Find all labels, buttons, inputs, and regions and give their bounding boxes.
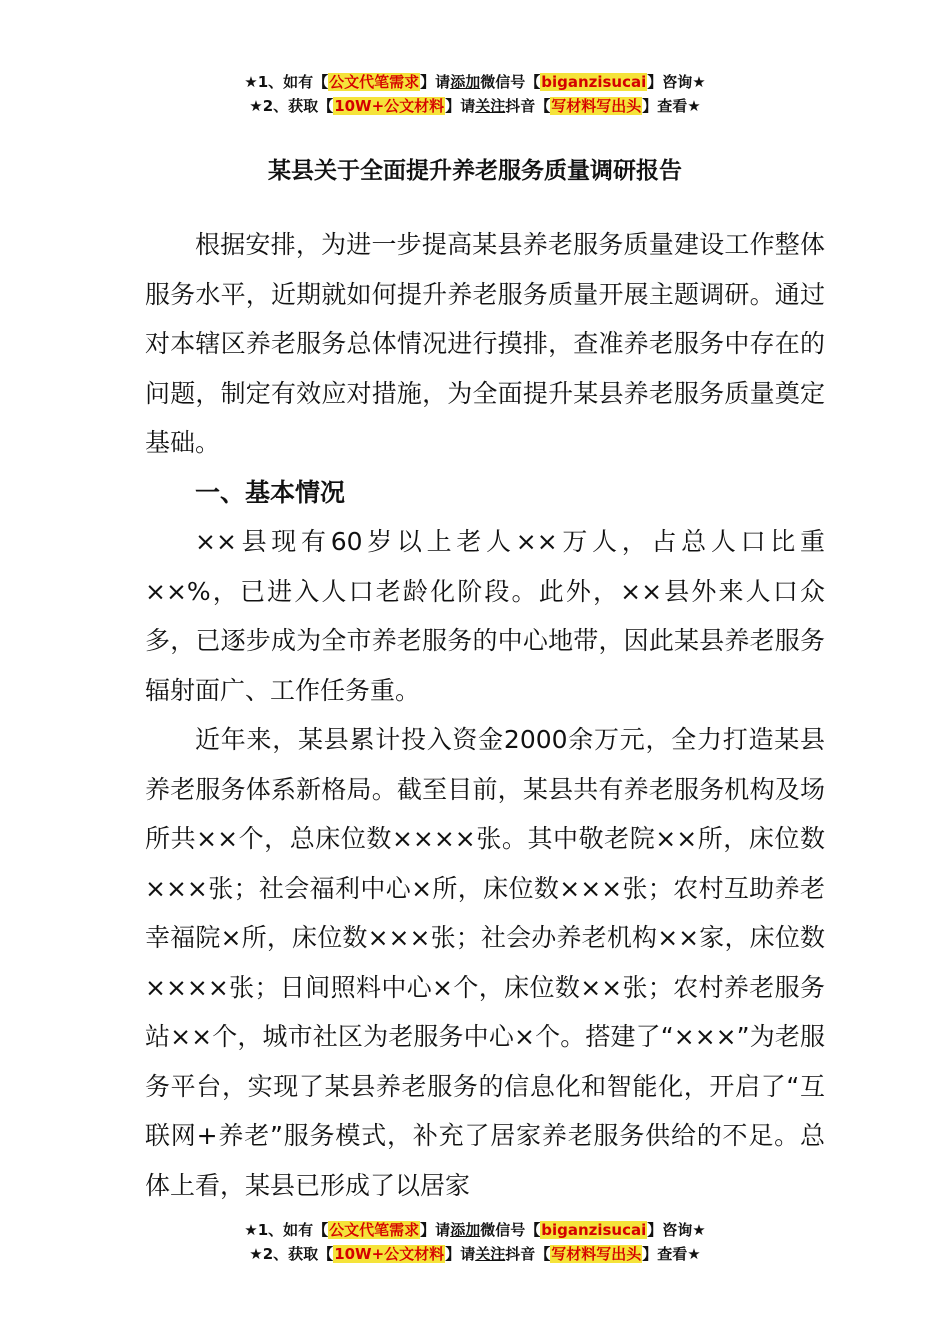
promo-underline: 添加	[450, 73, 481, 91]
promo-highlight: 写材料写出头	[551, 1245, 642, 1263]
body-paragraph: ××县现有60岁以上老人××万人，占总人口比重××%，已进入人口老龄化阶段。此外，××县外来人口众多，已逐步成为全市养老服务的中心地带，因此某县养老服务辐射面广、工作任务重。	[145, 527, 825, 705]
document-body	[145, 220, 825, 1210]
promo-text: 】咨询★	[647, 1221, 706, 1239]
body-paragraph: 近年来，某县累计投入资金2000余万元，全力打造某县养老服务体系新格局。截至目前，某县共有养老服务机构及场所共××个，总床位数××××张。其中敬老院××所，床位数×××张；社会福利中心×所，床位数×××张；农村互助养老幸福院×所，床位数×××张；社会办养老机构××家，床位数××××张；日间照料中心×个，床位数××张；农村养老服务站××个，城市社区为老服务中心×个。搭建了“×××”为老服务平台，实现了某县养老服务的信息化和智能化，开启了“互联网+养老”服务模式，补充了居家养老服务供给的不足。总体上看，某县已形成了以居家	[145, 725, 825, 1200]
promo-text: 】请	[445, 1245, 476, 1263]
promo-text: 微信号【	[480, 1221, 541, 1239]
promo-text: 】查看★	[642, 97, 701, 115]
promo-highlight: 公文代笔需求	[329, 73, 420, 91]
promo-line-2	[0, 1242, 950, 1266]
promo-underline: 关注	[475, 97, 506, 115]
promo-text: ★2、获取【	[249, 97, 334, 115]
promo-highlight: 写材料写出头	[551, 97, 642, 115]
promo-highlight: biganzisucai	[541, 73, 647, 91]
section-heading: 一、基本情况	[195, 477, 346, 507]
top-promo-banner	[0, 70, 950, 118]
promo-text: 】请	[420, 73, 451, 91]
promo-highlight: 公文代笔需求	[329, 1221, 420, 1239]
promo-text: 】查看★	[642, 1245, 701, 1263]
promo-text: ★2、获取【	[249, 1245, 334, 1263]
promo-line-1	[0, 1218, 950, 1242]
promo-underline: 关注	[475, 1245, 506, 1263]
promo-underline: 添加	[450, 1221, 481, 1239]
promo-text: 】咨询★	[647, 73, 706, 91]
promo-text: 抖音【	[505, 97, 551, 115]
promo-highlight: 10W+公文材料	[334, 1245, 445, 1263]
promo-line-1	[0, 70, 950, 94]
promo-text: 】请	[445, 97, 476, 115]
promo-text: ★1、如有【	[244, 1221, 329, 1239]
promo-text: 】请	[420, 1221, 451, 1239]
promo-text: 微信号【	[480, 73, 541, 91]
promo-line-2	[0, 94, 950, 118]
bottom-promo-banner	[0, 1218, 950, 1266]
promo-highlight: biganzisucai	[541, 1221, 647, 1239]
intro-paragraph: 根据安排，为进一步提高某县养老服务质量建设工作整体服务水平，近期就如何提升养老服务质量开展主题调研。通过对本辖区养老服务总体情况进行摸排，查准养老服务中存在的问题，制定有效应对措施，为全面提升某县养老服务质量奠定基础。	[145, 230, 825, 457]
promo-highlight: 10W+公文材料	[334, 97, 445, 115]
promo-text: 抖音【	[505, 1245, 551, 1263]
promo-text: ★1、如有【	[244, 73, 329, 91]
document-title: 某县关于全面提升养老服务质量调研报告	[268, 158, 682, 184]
